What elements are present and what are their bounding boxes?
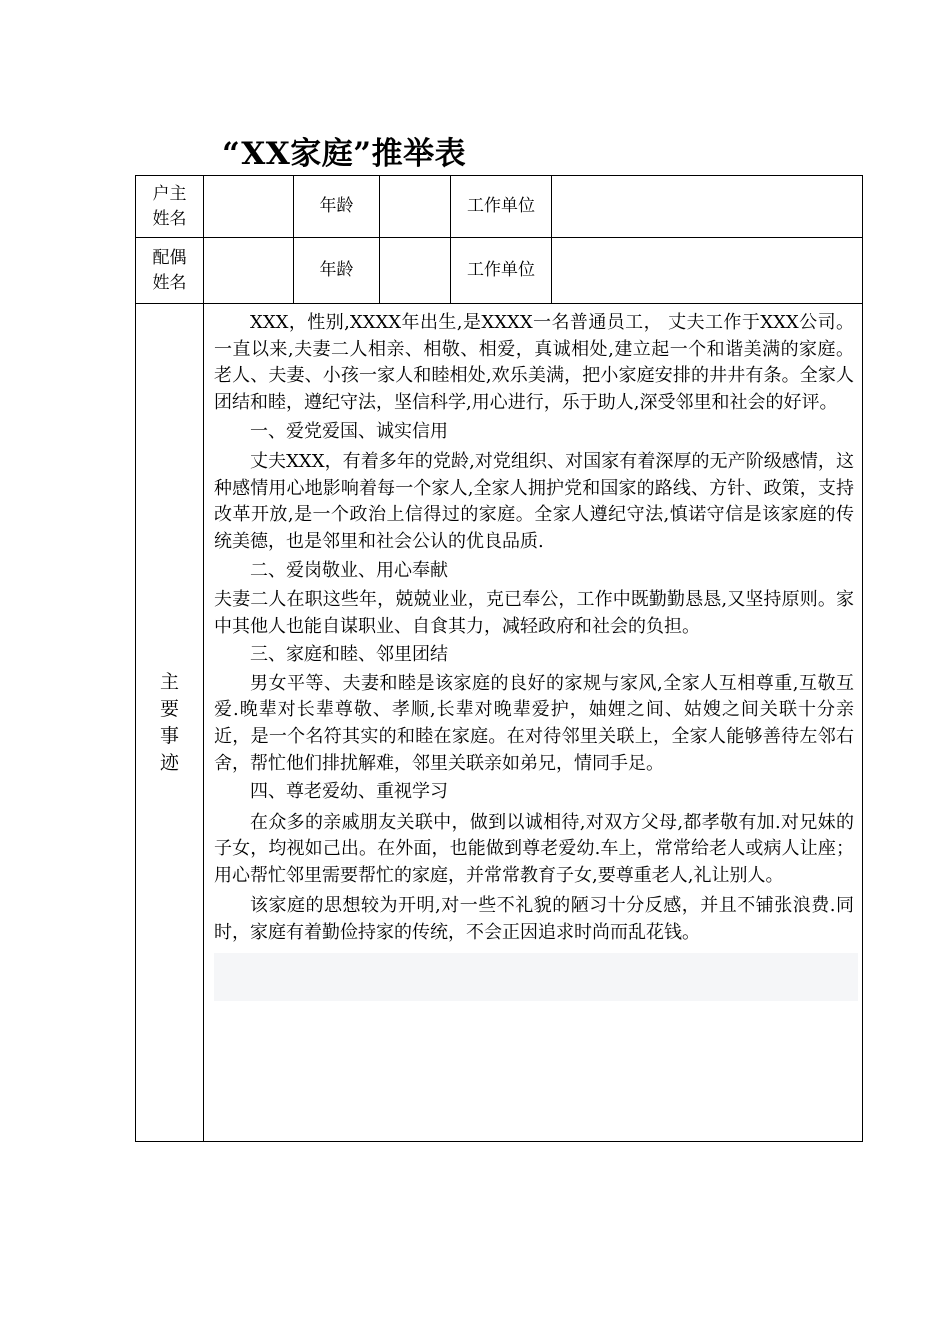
- section-paragraph-4: 在众多的亲戚朋友关联中，做到以诚相待,对双方父母,都孝敬有加.对兄妹的子女，均视如己出。在外面，也能做到尊老爱幼.车上，常常给老人或病人让座；用心帮忙邻里需要帮忙的家庭，并常常教育子女,要尊重老人,礼让别人。: [214, 811, 854, 886]
- main-deeds-row: [136, 304, 863, 1142]
- section-heading-4: 四、尊老爱幼、重视学习: [250, 781, 448, 803]
- spouse-name-field[interactable]: [204, 238, 294, 304]
- section-paragraph-2: 夫妻二人在职这些年，兢兢业业，克已奉公，工作中既勤勤恳恳,又坚持原则。家中其他人也能自谋职业、自食其力，减轻政府和社会的负担。: [214, 588, 854, 637]
- section-paragraph-1: 丈夫XXX，有着多年的党龄,对党组织、对国家有着深厚的无产阶级感情，这种感情用心地影响着每一个家人,全家人拥护党和国家的路线、方针、政策，支持改革开放,是一个政治上信得过的家庭。全家人遵纪守法,慎诺守信是该家庭的传统美德，也是邻里和社会公认的优良品质.: [214, 450, 854, 552]
- spouse-workplace-field[interactable]: [552, 238, 863, 304]
- section-paragraph-3: 男女平等、夫妻和睦是该家庭的良好的家规与家风,全家人互相尊重,互敬互爱.晚辈对长辈尊敬、孝顺,长辈对晚辈爱护，妯娌之间、姑嫂之间关联十分亲近，是一个名符其实的和睦在家庭。在对待邻里关联上，全家人能够善待左邻右舍，帮忙他们排扰解难，邻里关联亲如弟兄，情同手足。: [214, 672, 854, 774]
- householder-row: [136, 176, 863, 238]
- shaded-blank-area: [214, 953, 858, 1001]
- householder-workplace-label: 工作单位: [451, 176, 552, 238]
- main-deeds-char-1: 主: [159, 670, 179, 693]
- spouse-workplace-label: 工作单位: [451, 238, 552, 304]
- spouse-label-line2: 姓名: [152, 272, 187, 293]
- spouse-label-line1: 配偶: [152, 247, 187, 268]
- spouse-age-field[interactable]: [380, 238, 451, 304]
- intro-paragraph: XXX，性别,XXXX年出生,是XXXX一名普通员工， 丈夫工作于XXX公司。一直以来,夫妻二人相亲、相敬、相爱，真诚相处,建立起一个和谐美满的家庭。老人、夫妻、小孩一家人和睦相处,欢乐美满，把小家庭安排的井井有条。全家人团结和睦，遵纪守法，坚信科学,用心进行，乐于助人,深受邻里和社会的好评。: [214, 312, 854, 413]
- section-heading-1: 一、爱党爱国、诚实信用: [250, 421, 448, 443]
- householder-label-line2: 姓名: [152, 208, 187, 229]
- recommendation-form-table: [135, 175, 863, 1142]
- householder-age-field[interactable]: [380, 176, 451, 238]
- householder-name-field[interactable]: [204, 176, 294, 238]
- main-deeds-char-4: 迹: [159, 751, 179, 774]
- spouse-age-label: 年龄: [294, 238, 380, 304]
- main-deeds-char-3: 事: [159, 724, 179, 747]
- householder-workplace-field[interactable]: [552, 176, 863, 238]
- householder-label-line1: 户主: [152, 183, 187, 204]
- householder-age-label: 年龄: [294, 176, 380, 238]
- main-deeds-content[interactable]: [204, 304, 863, 1142]
- section-heading-3: 三、家庭和睦、邻里团结: [250, 644, 448, 666]
- householder-name-label: [136, 176, 204, 238]
- main-deeds-label: [136, 304, 204, 1142]
- closing-paragraph: 该家庭的思想较为开明,对一些不礼貌的陋习十分反感，并且不铺张浪费.同时，家庭有着勤俭持家的传统，不会正因追求时尚而乱花钱。: [214, 895, 854, 944]
- section-heading-2: 二、爱岗敬业、用心奉献: [250, 560, 448, 582]
- main-deeds-char-2: 要: [159, 697, 179, 720]
- spouse-row: [136, 238, 863, 304]
- page-title: “XX家庭”推举表: [222, 136, 467, 172]
- spouse-name-label: [136, 238, 204, 304]
